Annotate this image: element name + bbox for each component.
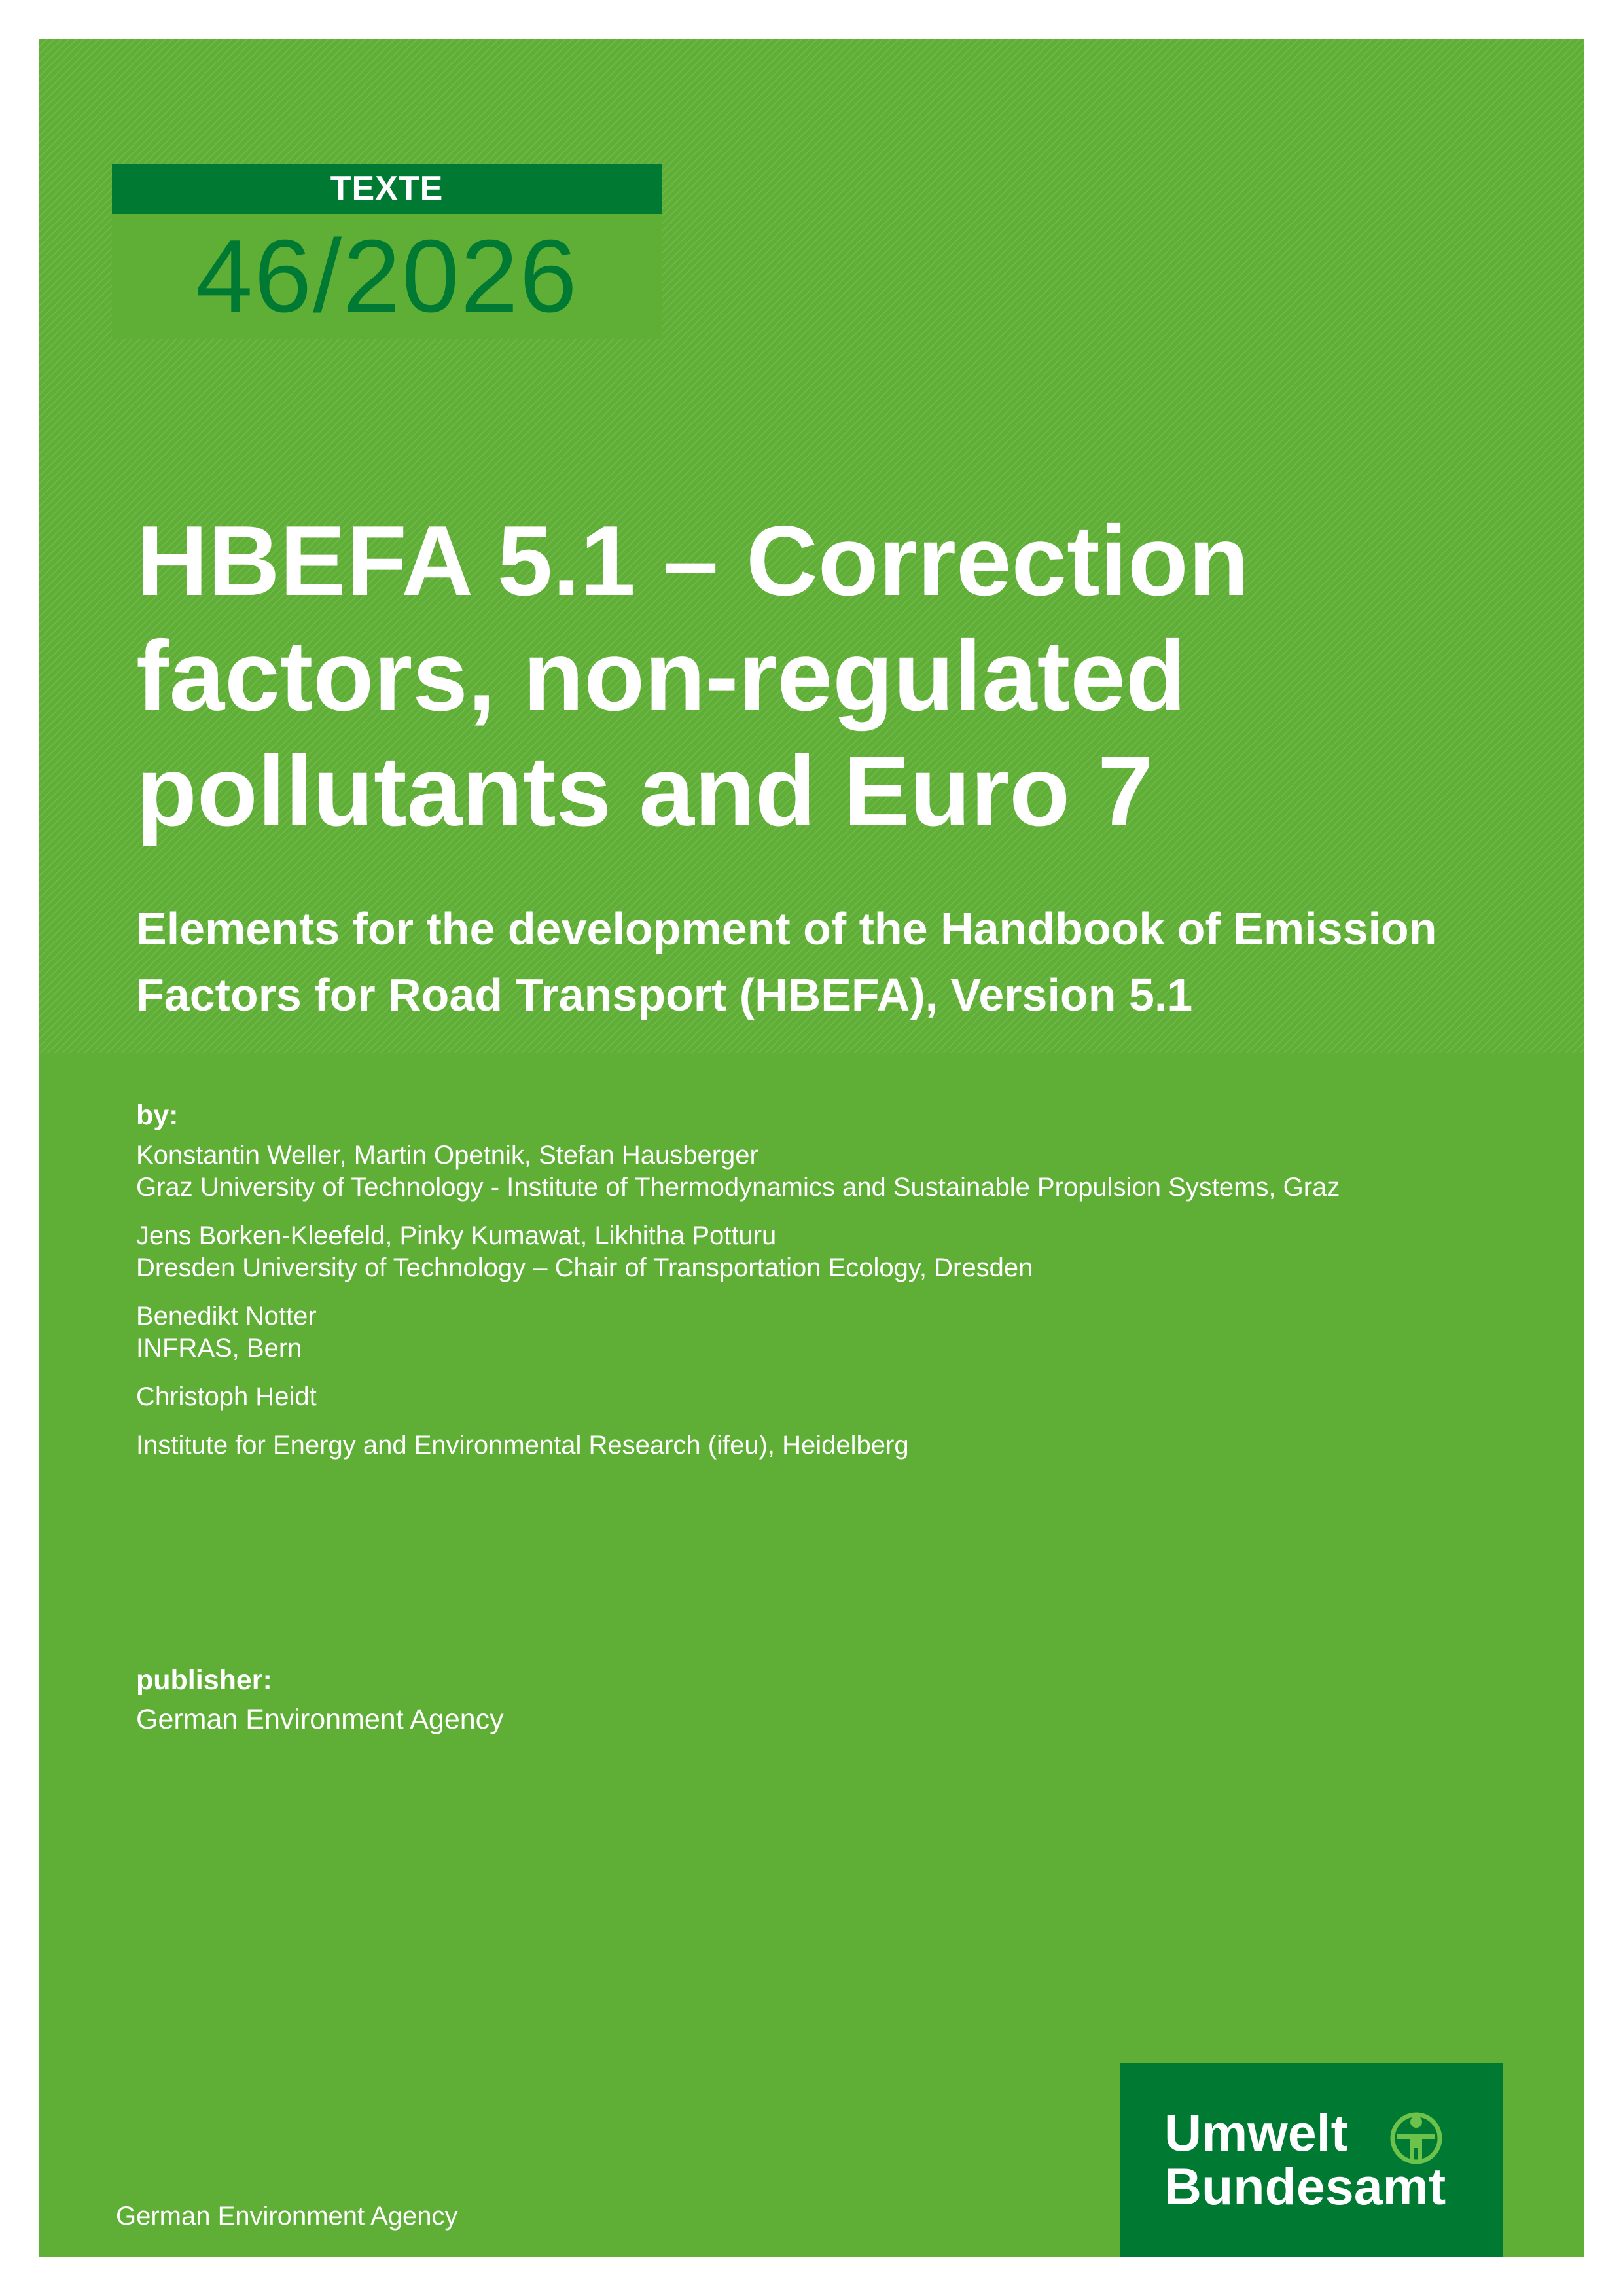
document-title: HBEFA 5.1 – Correction factors, non-regulated pollutants and Euro 7 xyxy=(136,505,1249,847)
author-group xyxy=(136,1381,1471,1413)
author-names: Christoph Heidt xyxy=(136,1382,317,1411)
author-names: Jens Borken-Kleefeld, Pinky Kumawat, Likhitha Potturu xyxy=(136,1221,777,1250)
series-box xyxy=(112,164,662,339)
author-group xyxy=(136,1300,1471,1365)
person-figure-icon xyxy=(1388,2110,1444,2166)
author-names: Benedikt Notter xyxy=(136,1302,317,1331)
author-names: Institute for Energy and Environmental Research (ifeu), Heidelberg xyxy=(136,1431,909,1460)
by-label: by: xyxy=(136,1100,179,1131)
publisher-name: German Environment Agency xyxy=(136,1704,504,1735)
author-group xyxy=(136,1220,1471,1284)
document-subtitle: Elements for the development of the Handbook of Emission Factors for Road Transport (HBEFA), Version 5.1 xyxy=(136,903,1437,1020)
logo-line-1: Umwelt xyxy=(1164,2104,1348,2162)
author-affiliation: Graz University of Technology - Institute of Thermodynamics and Sustainable Propulsion Systems, Graz xyxy=(136,1173,1340,1202)
publisher-label: publisher: xyxy=(136,1664,272,1696)
author-affiliation: INFRAS, Bern xyxy=(136,1334,302,1363)
logo-line-2: Bundesamt xyxy=(1164,2157,1446,2215)
cover-background xyxy=(39,39,1584,2257)
footer-agency-name: German Environment Agency xyxy=(116,2202,458,2231)
author-list xyxy=(136,1139,1471,1478)
series-label: TEXTE xyxy=(112,164,662,214)
author-group xyxy=(136,1139,1471,1204)
umwelt-bundesamt-logo xyxy=(1120,2063,1503,2257)
author-affiliation: Dresden University of Technology – Chair of Transportation Ecology, Dresden xyxy=(136,1253,1033,1282)
author-names: Konstantin Weller, Martin Opetnik, Stefan Hausberger xyxy=(136,1141,758,1170)
author-group xyxy=(136,1429,1471,1462)
series-number: 46/2026 xyxy=(112,214,662,339)
